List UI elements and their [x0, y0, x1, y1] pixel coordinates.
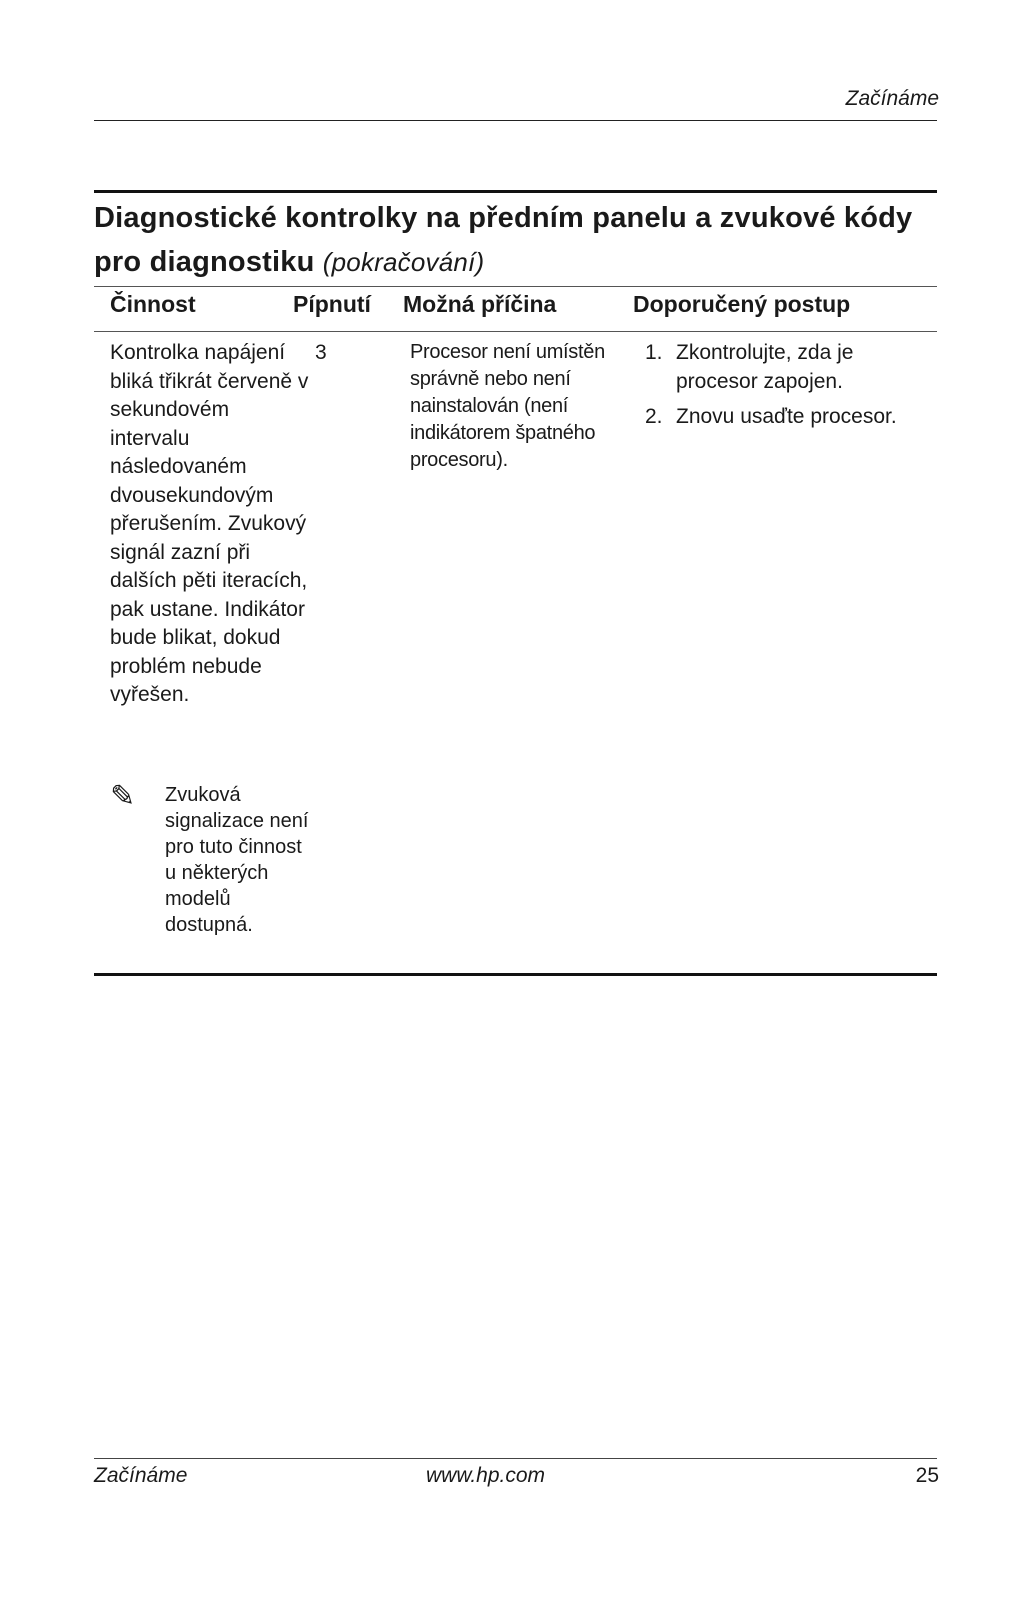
action-cell	[645, 339, 935, 439]
footer-rule	[94, 1458, 937, 1459]
header-rule	[94, 120, 937, 121]
running-header: Začínáme	[845, 87, 939, 110]
cause-cell: Procesor není umístěn správně nebo není nainstalován (není indikátorem špatného procesoru).	[410, 341, 605, 471]
footer-title: Začínáme	[94, 1464, 188, 1487]
table-header-top-rule	[94, 286, 937, 287]
title-rule	[94, 190, 937, 193]
action-step	[645, 403, 935, 432]
column-header-action: Doporučený postup	[633, 291, 851, 317]
page-number: 25	[915, 1464, 939, 1487]
table-bottom-rule	[94, 973, 937, 976]
pencil-note-icon: ✎	[110, 780, 136, 813]
step-number: 2.	[645, 405, 663, 428]
note-text: Zvuková signalizace není pro tuto činnost u některých modelů dostupná.	[165, 784, 309, 936]
step-number: 1.	[645, 341, 663, 364]
section-title-text: Diagnostické kontrolky na předním panelu a zvukové kódy pro diagnostiku	[94, 202, 913, 278]
column-header-activity: Činnost	[110, 291, 196, 317]
beeps-cell: 3	[315, 341, 327, 364]
column-header-cause: Možná příčina	[403, 291, 557, 317]
continued-label: (pokračování)	[322, 247, 485, 277]
step-text: Znovu usaďte procesor.	[676, 405, 897, 428]
column-header-beeps: Pípnutí	[293, 291, 371, 317]
action-step	[645, 339, 935, 396]
footer-url: www.hp.com	[426, 1464, 546, 1487]
activity-cell: Kontrolka napájení bliká třikrát červeně v sekundovém intervalu následovaném dvousekundovým přerušením. Zvukový signál zazní při dalších pěti iteracích, pak ustane. Indikátor bude blikat, dokud problém nebude vyřešen.	[110, 341, 309, 706]
table-header-bottom-rule	[94, 331, 937, 332]
section-title	[94, 196, 937, 284]
step-text: Zkontrolujte, zda je procesor zapojen.	[676, 341, 854, 393]
